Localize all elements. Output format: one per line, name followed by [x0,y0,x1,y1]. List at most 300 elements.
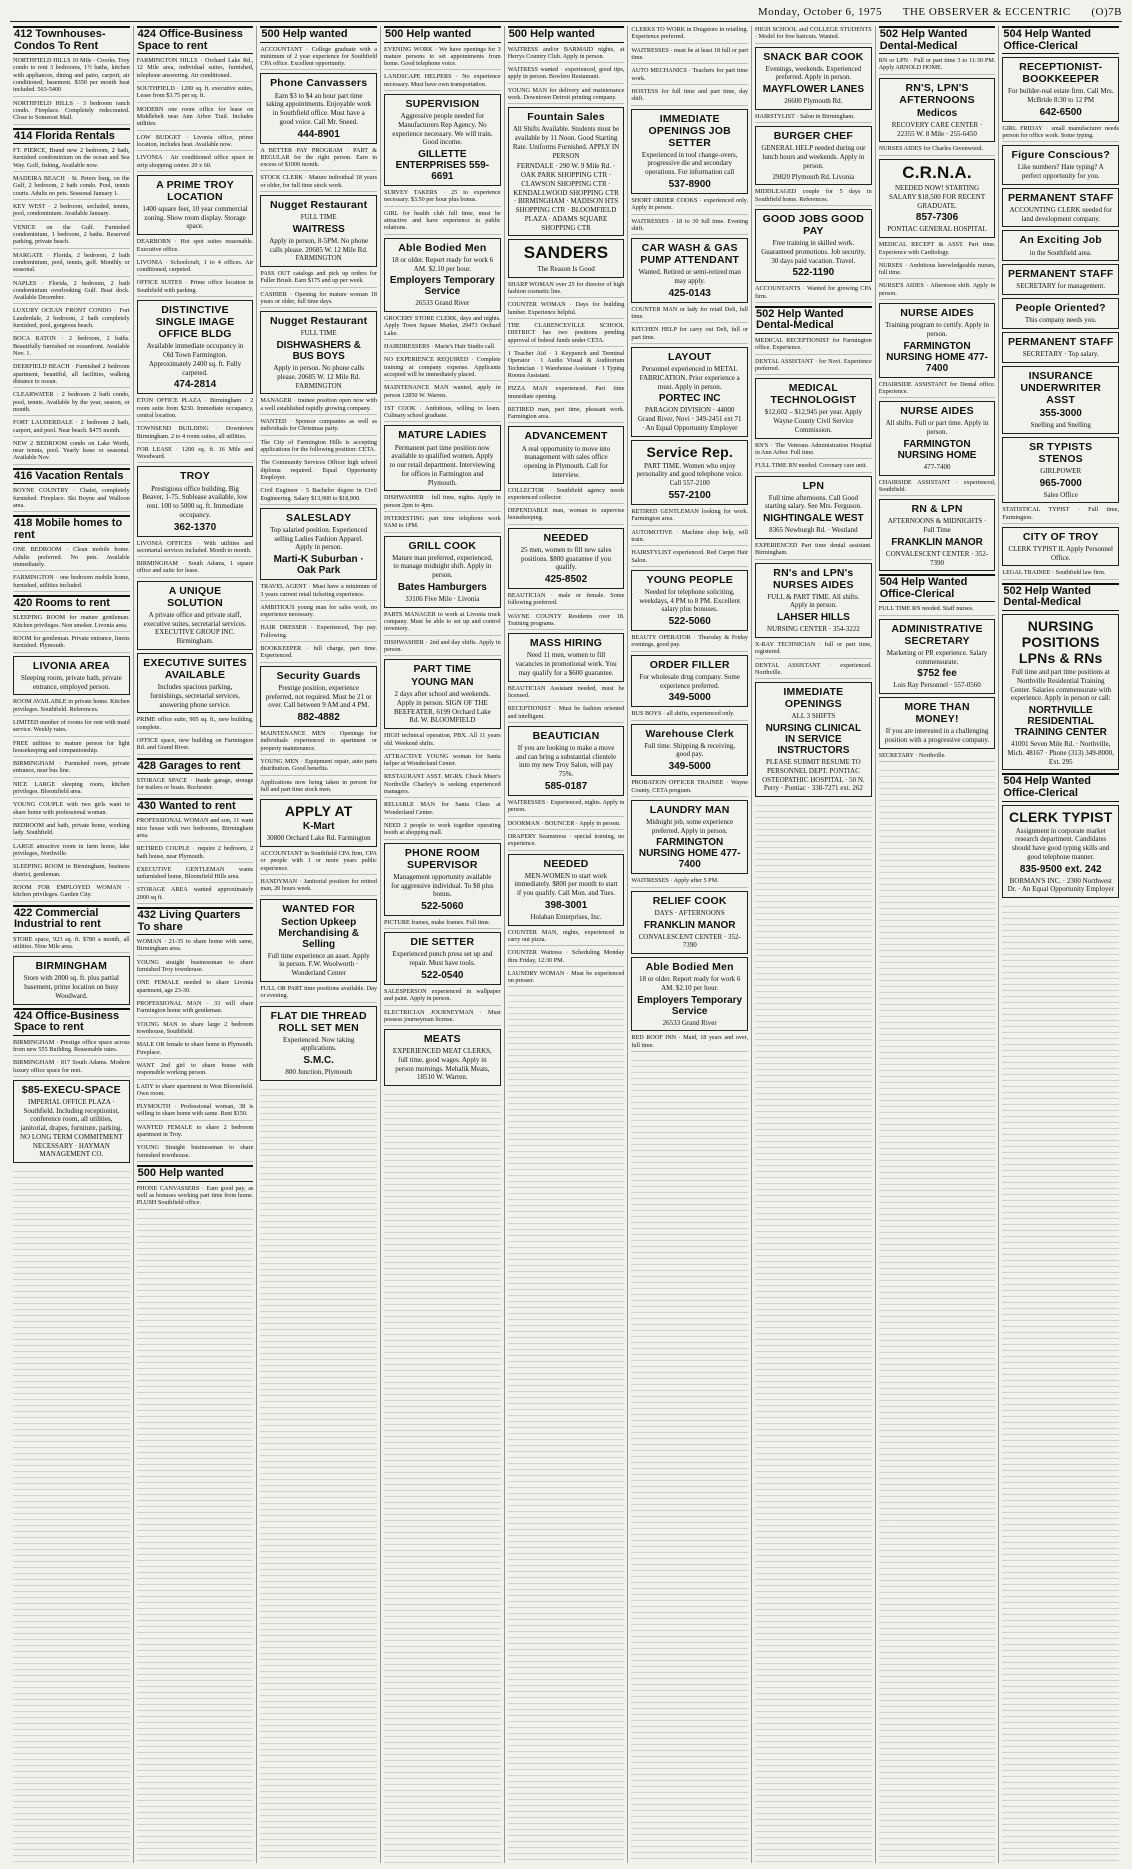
display-ad [260,311,377,394]
display-ad [631,440,748,505]
classified-ad: PICTURE frames, make frames. Full time. [384,919,501,929]
section-heading: 418 Mobile homes to rent [13,515,130,543]
display-ad [1002,188,1119,228]
classified-ad: RN or LPN · Full or part time 3 to 11:30 PM. Apply ARNOLD HOME. [879,57,996,75]
classified-ad: DOORMAN · BOUNCER · Apply in person. [508,820,625,830]
classified-ad: GIRL for health club full time, must be attractive and have experience in public relations. [384,210,501,235]
display-ad-headline: MEATS [423,1033,461,1046]
classified-ad: YOUNG MAN to share large 2 bedroom townhouse, Southfield. [137,1021,254,1039]
classified-ad: STORE space, 923 sq. ft. $780 a month, all utilities. Nine Mile area. [13,936,130,954]
display-ad-body: This company needs you. [1024,316,1097,325]
display-ad-headline: MATURE LADIES [398,429,487,442]
classified-ad: NURSES AIDES for Charles Greenwood. [879,145,996,155]
classified-ad: RETIRED man, part time, pleasant work. Farmington area. [508,406,625,424]
display-ad-contact: 444-8901 [297,128,340,140]
classified-ad: CHAIRSIDE ASSISTANT · experienced, Southfield. [879,479,996,497]
display-ad [755,209,872,282]
display-ad-body: Prestigious office building, Big Beaver, 1-75. Sublease available, low rent. 100 to 5000 sq. ft. Immediate occupancy. [142,484,248,519]
display-ad-address: PONTIAC GENERAL HOSPITAL [887,225,987,234]
body-text-filler [384,1089,501,1863]
display-ad-body: Available immediate occupancy in Old Town Farmington. Approximately 2400 sq. ft. Fully carpeted. [146,342,244,377]
display-ad-headline: Service Rep. [646,443,733,460]
display-ad [1002,366,1119,434]
classified-ad: MEDICAL RECEPT & ASST. Part time. Experience with Cardiology. [879,241,996,259]
display-ad-address: 800 Junction, Plymouth [285,1068,353,1077]
classified-ad: PROFESSIONAL WOMAN and son, 11 want nice house with two bedrooms, Birmingham area. [137,817,254,842]
display-ad-headline: Able Bodied Men [398,241,487,254]
classified-ad: MAINTENANCE MAN wanted, apply in person 12850 W. Warren. [384,384,501,402]
classified-ad: MODERN one room office for lease on Middlebelt near Ann Arbor Trail. Includes utilities. [137,106,254,131]
display-ad-headline: DISTINCTIVE SINGLE IMAGE OFFICE BLDG [155,304,235,341]
display-ad [631,347,748,437]
display-ad-body: Experienced punch press set up and repair. Must have tools. [392,950,493,968]
display-ad-body: Prestige position, experience preferred, not required. Must be 21 or over. Call between 9 AM and 4 PM. [265,683,372,710]
display-ad-contact: 474-2814 [173,379,217,391]
display-ad-headline: RN & LPN [911,503,963,516]
section-heading: 424 Office-Business Space to rent [13,1008,130,1036]
display-ad-headline: SR TYPISTS STENOS [1029,440,1093,465]
display-ad [384,238,501,312]
header-page: (O)7B [1091,6,1122,18]
classified-ad: YOUNG straight businessman to share furnished Troy townhouse. [137,959,254,977]
display-ad-body: Management opportunity available for aggressive individual. To $8 plus bonus. [391,872,494,899]
classified-columns [10,26,1122,1863]
display-ad-headline: SALESLADY [285,511,352,524]
display-ad-headline: An Exciting Job [1019,234,1102,247]
display-ad-headline: RN's and LPN's NURSES AIDES [772,566,854,591]
display-ad [879,499,996,571]
display-ad [631,724,748,777]
display-ad-headline: PART TIME [413,663,472,676]
display-ad-body: Free training in skilled work. Guaranteed promotions. Job security. 30 days paid vacation. Travel. [761,239,866,265]
header-paper: THE OBSERVER & ECCENTRIC [902,6,1071,18]
classified-ad: X-RAY TECHNICIAN · full or part time, registered. [755,641,872,659]
classified-ad: DENTAL ASSISTANT · for Novi. Experience preferred. [755,358,872,376]
header-date: Monday, October 6, 1975 [757,6,883,18]
classified-ad: WAYNE COUNTY Residents over 18. Training programs. [508,613,625,631]
display-ad-contact: FARMINGTON NURSING HOME [897,438,977,461]
classified-ad: YOUNG Straight businessman to share furnished townhouse. [137,1144,254,1162]
display-ad [879,159,996,239]
display-ad-address: CONVALESCENT CENTER · 352-7390 [638,932,741,950]
display-ad-headline: CLERK TYPIST [1008,808,1113,825]
display-ad-body: Experienced. Now taking applications. [283,1035,355,1053]
classified-ad: ATTRACTIVE YOUNG woman for Santa helper at Wonderland Center. [384,753,501,771]
classified-ad: SALESPERSON experienced in wallpaper and paint. Apply in person. [384,988,501,1006]
classified-ad: MAINTENANCE MEN · Openings for individuals experienced in apartment or property maintenance. [260,730,377,755]
display-ad [137,653,254,713]
classified-ad: WANTED · Sponsor companies as well as individuals for Christmas party. [260,418,377,436]
display-ad [755,563,872,638]
classified-ad: PARTS MANAGER to work at Livonia truck company. Must be able to set up and control inventory. [384,611,501,636]
body-text-filler [137,1213,254,1863]
classified-ad: HIGH technical operation, PBX. All 11 years old. Weekend shifts. [384,732,501,750]
display-ad-body: Full time. Shipping & receiving, good pay. [644,741,736,759]
display-ad [260,899,377,982]
display-ad-headline: RELIEF COOK [652,894,727,907]
classified-ad: MADEIRA BEACH · St. Peters burg, on the Gulf, 2 bedroom, 2 bath condo. Pool, tennis courts. Adults no pets. Seasonal January 1. [13,175,130,200]
display-ad-contact: Employers Temporary Service [637,994,743,1017]
classified-ad: RELIABLE MAN for Santa Claus at Wonderland Center. [384,801,501,819]
classified-ad: SLEEPING ROOM for mature gentleman. Kitchen privileges. Non smoker. Livonia area. [13,614,130,632]
display-ad-contact: Bates Hamburgers [397,581,487,593]
classified-ad: FT. PIERCE, Brand new 2 bedroom, 2 bath, furnished condominium on the ocean and Sea Way. Golf, fishing, Available now. [13,147,130,172]
classified-ad: SOUTHFIELD · 1200 sq. ft. executive suites, Lease from $3.75 per sq. ft. [137,85,254,103]
classified-ad: CHAIRSIDE ASSISTANT for Dental office. Experience. [879,381,996,399]
display-ad [879,303,996,378]
display-ad [260,1006,377,1081]
display-ad-contact: NIGHTINGALE WEST [763,513,864,525]
display-ad [384,932,501,985]
classified-ad: AUTO MECHANICS · Teachers for part time work. [631,67,748,85]
display-ad [631,800,748,875]
column-7 [752,26,876,1863]
display-ad-body: Personnel experienced in METAL FABRICATION. Prior experience a must. Apply in person. [639,365,740,391]
classified-ad: HAIRSTYLIST experienced. Red Carpet Hair Salon. [631,549,748,567]
classified-ad: WAITRESSES · Experienced, nights. Apply in person. [508,799,625,817]
classified-ad: HANDYMAN · Janitorial position for retired man, 20 hours week. [260,878,377,896]
classified-ad: DISHWASHER · full time, nights. Apply in person 2pm to 4pm. [384,494,501,512]
classified-ad: RECEPTIONIST · Must be fashion oriented and intelligent. [508,705,625,723]
display-ad-address: Full time experience an asset. Apply in person. F.W. Woolworth · Wonderland Center [267,951,370,978]
display-ad-address: Holahan Enterprises, Inc. [530,912,602,921]
display-ad [1002,332,1119,363]
body-text-filler [508,990,625,1863]
classified-ad: NORTHFIELD HILLS · 3 bedroom ranch condo. Fireplace. Completely redecorated. Close to Somerset Mall. [13,100,130,125]
display-ad-body: Mature man preferred, experienced, to manage midnight shift. Apply in person. [392,553,493,580]
display-ad-contact: 965-7000 [1039,477,1082,489]
section-heading: 504 Help Wanted Office-Clerical [1002,773,1119,801]
classified-ad: LAUNDRY WOMAN · Must be experienced on presser. [508,970,625,988]
display-ad-headline: PERMANENT STAFF [1007,335,1114,348]
display-ad-contact: YOUNG MAN [411,677,474,689]
classified-ad: DEARBORN · Hot spot suites reasonable. Executive office. [137,238,254,256]
display-ad [1002,57,1119,122]
display-ad-body: A real opportunity to move into management with sales office opening in Plymouth. Call for interview. [521,444,611,479]
classified-ad: BEDROOM and bath, private home, working lady. Southfield. [13,822,130,840]
classified-ad: ROOM for gentleman. Private entrance, linens furnished. Plymouth. [13,635,130,653]
classified-ad: BEAUTICIAN · male or female. Some following preferred. [508,592,625,610]
classified-ad: FORT LAUDERDALE · 2 bedroom 2 bath, carport, and pool. Near beach. $475 month. [13,419,130,437]
display-ad-contact: 642-6500 [1039,106,1082,118]
display-ad-address: 26600 Plymouth Rd. [784,97,843,106]
classified-ad: BOOKKEEPER · full charge, part time. Experienced. [260,645,377,663]
display-ad-contact: LAHSER HILLS [776,612,850,624]
classified-ad: RN'S · The Veterans Administration Hospital in Ann Arbor. Full time. [755,442,872,460]
classified-ad: RESTAURANT ASST. MGRS. Chuck Muer's Northville Charley's is seeking experienced managers. [384,773,501,798]
classified-ad: NEED 2 people to work together operating booth at shopping mall. [384,822,501,840]
display-ad-headline: DIE SETTER [410,936,475,949]
display-ad-address: BORMAN'S INC. · 2300 Northwest Dr. · An Equal Opportunity Employer [1007,876,1114,894]
display-ad-body: Training program to certify. Apply in person. [885,321,989,338]
classified-ad: TRAVEL AGENT · Must have a minimum of 3 years current retail ticketing experience. [260,583,377,601]
display-ad-contact: MAYFLOWER LANES [762,84,865,96]
classified-ad: 1 Teacher Aid · 1 Keypunch and Terminal Operator · 1 Audio Visual & Auditorium Technician · 1 Warehouse Assistant · 1 Typing Rooms Assistant. [508,350,625,382]
display-ad [260,508,377,580]
classified-ad: YOUNG MAN for delivery and maintenance work. Downtown Detroit printing company. [508,87,625,105]
classified-ad: ONE FEMALE needed to share Livonia apartment, age 23-30. [137,979,254,997]
classified-ad: EXECUTIVE GENTLEMAN wants unfurnished home, Bloomfield Hills area. [137,866,254,884]
display-ad-body: All shifts. Full or part time. Apply in person. [885,419,989,437]
display-ad-body: Like numbers? Hate typing? A perfect opportunity for you. [1017,163,1104,181]
display-ad-body: EXPERIENCED MEAT CLERKS, full time, good wages. Apply in person mornings. Mehalik Meats, 18510 W. Warren. [392,1047,492,1082]
classified-ad: 1ST COOK · Ambitious, willing to learn. Culinary school graduate. [384,405,501,423]
classified-ad: A BETTER PAY PROGRAM · PART & REGULAR for the right person. Earn in excess of $1000 month. [260,147,377,172]
column-1 [10,26,134,1863]
display-ad-headline: NEEDED [543,531,589,544]
display-ad-body: FULL TIME [300,329,337,338]
classified-ad: LEGAL TRAINEE · Southfield law firm. [1002,569,1119,579]
classified-ad: MANAGER · trainee position open now with a well established rapidly growing company. [260,397,377,415]
display-ad [755,47,872,110]
display-ad-body: AFTERNOONS & MIDNIGHTS · Full Time [887,517,987,535]
classified-ad: PIZZA MAN experienced. Part time immediate opening. [508,385,625,403]
display-ad [508,633,625,681]
classified-ad: CLERKS TO WORK in Drugstore in retailing. Experience preferred. [631,26,748,44]
classified-ad: COUNTER MAN, nights, experienced in carry out pizza. [508,929,625,947]
display-ad-headline: NEEDED [543,857,589,870]
classified-ad: CASHIER · Opening for mature woman 18 years or older, full time days. [260,291,377,309]
classified-ad: NAPLES · Florida, 2 bedroom, 2 bath condominium overlooking Gulf. Boat dock. Available December. [13,280,130,305]
classified-ad: WAITRESSES · 18 to 30 full time. Evening shift. [631,218,748,236]
display-ad-headline: BEAUTICIAN [532,729,600,742]
display-ad-headline: WANTED FOR [282,902,355,915]
display-ad [1002,437,1119,504]
section-heading: 416 Vacation Rentals [13,468,130,485]
display-ad-address: 8365 Newburgh Rd. · Westland [769,526,858,535]
classified-ad: YOUNG MEN · Equipment repair, auto parts distribution. Good benefits. [260,758,377,776]
display-ad-headline: Fountain Sales [527,111,605,124]
display-ad [137,175,254,235]
display-ad-address: 26533 Grand River [415,299,470,308]
classified-ad: HAIRSTYLIST · Salon in Birmingham. [755,113,872,123]
display-ad-headline: LPN [802,479,825,492]
display-ad-headline: RN'S, LPN'S AFTERNOONS [899,81,975,106]
display-ad [508,426,625,483]
classified-ad: NURSES · Ambitious knowledgeable nurses, full time. [879,262,996,280]
display-ad [384,843,501,916]
page-header [10,6,1122,22]
display-ad [384,1029,501,1086]
display-ad [631,655,748,708]
section-heading: 428 Garages to rent [137,758,254,775]
display-ad-address: Lois Ray Personnel · 557-0560 [893,681,981,690]
classified-ad: BIRMINGHAM · 817 South Adams. Modern luxury office space for rent. [13,1059,130,1077]
display-ad-headline: A UNIQUE SOLUTION [167,584,223,609]
section-heading: 420 Rooms to rent [13,595,130,612]
display-ad-address: 41001 Seven Mile Rd. · Northville, Mich. 48167 · Phone (313) 349-8000, Ext. 295 [1007,740,1114,766]
classified-ad: ROOM FOR EMPLOYED WOMAN · kitchen privileges. Garden City. [13,884,130,902]
display-ad-address: Snelling and Snelling [1030,420,1091,429]
classified-ad: OFFICE space, new building on Farmington Rd. and Grand River. [137,737,254,755]
display-ad-headline: Nugget Restaurant [270,315,368,328]
display-ad [384,659,501,729]
classified-ad: RETIRED GENTLEMAN looking for work. Farmington area. [631,508,748,526]
display-ad-address: 26533 Grand River [662,1018,717,1027]
display-ad-headline: APPLY AT [284,803,353,820]
classified-ad: PRIME office suite, 905 sq. ft., new building, complete. [137,716,254,734]
classified-ad: WOMAN · 21-35 to share home with same, Birmingham area. [137,938,254,956]
display-ad-headline: CAR WASH & GAS PUMP ATTENDANT [640,242,740,267]
display-ad-body: SECRETARY for management. [1016,282,1106,291]
classified-ad: HAIR DRESSER · Experienced, Top pay. Following. [260,624,377,642]
display-ad-headline: LIVONIA AREA [32,659,110,672]
classified-ad: STORAGE SPACE · Inside garage, storage for trailers or boats. Rochester. [137,777,254,795]
classified-ad: WAITRESSES · must be at least 18 full or part time. [631,47,748,65]
display-ad-body: Permanent part time position now available to qualified women. Apply to our retail department. Interviewing for offices in Farmington and Plymouth. [389,443,495,487]
display-ad-headline: Security Guards [276,669,361,682]
display-ad-headline: FLAT DIE THREAD ROLL SET MEN [270,1009,367,1034]
display-ad-body: Full time and part time positions at Northville Residential Training Center. Salaries commensurate with experience. Apply in person or call: [1010,668,1112,703]
classified-ad: RED ROOF INN · Maid, 18 years and over, full time. [631,1034,748,1052]
display-ad-headline: NURSE AIDES [900,307,974,320]
display-ad [1002,145,1119,185]
display-ad-address: 2 days after school and weekends. Apply in person. SIGN OF THE BEEFEATER, 6199 Orchard Lake Rd. W. BLOOMFIELD [393,690,491,725]
display-ad [879,619,996,694]
body-text-filler [879,765,996,1863]
classified-ad: BIRMINGHAM · South Adams, 1 square office and suite for lease. [137,560,254,578]
section-heading: 502 Help Wanted Dental-Medical [879,26,996,54]
classified-ad: LARGE attractive room in farm home, lake privileges, Northville. [13,843,130,861]
display-ad-contact: DISHWASHERS & BUS BOYS [276,340,361,363]
display-ad-contact: 522-1190 [792,267,835,279]
display-ad-body: in the Southfield area. [1029,248,1092,257]
classified-ad: LOW BUDGET · Livonia office, prime location, includes heat. Available now. [137,134,254,152]
display-ad-body: Earn $3 to $4 an hour part time taking appointments. Enjoyable work in Southfield office. Must have a good voice. Call Mr. Sneed. [266,91,372,126]
column-6 [628,26,752,1863]
display-ad-contact: 557-2100 [668,489,711,501]
classified-ad: The Community Services Officer high school diploma required. Equal Opportunity Employer. [260,459,377,484]
classified-ad: LIVONIA OFFICES · With utilities and secretarial services included. Month to month. [137,540,254,558]
display-ad-headline: NURSE AIDES [900,405,974,418]
display-ad-body: Need 11 men, women to fill vacancies in promotional work. You may qualify for a $600 guarantee. [515,651,617,677]
classified-ad: SURVEY TAKERS · 25 to experience necessary. $3.50 per hour plus bonus. [384,189,501,207]
display-ad-contact: S.M.C. [303,1055,334,1067]
body-text-filler [631,1055,748,1863]
display-ad [260,666,377,727]
display-ad-headline: A PRIME TROY LOCATION [156,178,234,203]
classified-ad: LIMITED number of rooms for rent with maid service. Weekly rates. [13,719,130,737]
display-ad-address: 30800 Orchard Lake Rd. Farmington [266,834,371,843]
display-ad [755,476,872,539]
classified-ad: PROFESSIONAL MAN · 33 will share Farmington home with gentleman. [137,1000,254,1018]
display-ad-contact: 522-0540 [421,969,464,981]
classified-ad: KEY WEST · 2 bedroom, secluded, tennis, pool, condominium. Available January. [13,203,130,221]
display-ad-body: Needed for telephone soliciting, weekdays, 4 PM to 8 PM. Excellent salary plus bonuses. [639,587,741,614]
classified-ad: COUNTER WOMAN · Days for building lumber. Experience helpful. [508,301,625,319]
display-ad-body: All Shifts Available. Students must be available by 11 Noon. Good Starting Rate. Uniforms Furnished. APPLY IN PERSON [512,125,620,160]
display-ad-body: MEN-WOMEN to start work immediately. $800 per month to start if you qualify. Call Mon. and Tues. [514,871,618,898]
classified-ad: SHARP WOMAN over 25 for director of high fashion cosmetic line. [508,281,625,299]
classified-ad: DEPENDABLE man, woman to supervise housekeeping. [508,507,625,525]
display-ad-headline: SUPERVISION [405,98,480,111]
classified-ad: WANT 2nd girl to share house with responsible working person. [137,1062,254,1080]
classified-ad: NURSE'S AIDES · Afternoon shift. Apply in person. [879,282,996,300]
display-ad-headline: IMMEDIATE OPENINGS [783,686,844,711]
display-ad-contact: Medicos [917,107,958,119]
classified-ad: BIRMINGHAM · Prestige office space across from new 555 Building. Reasonable rates. [13,1039,130,1057]
section-heading: 414 Florida Rentals [13,128,130,145]
classified-ad: ROOM AVAILABLE in private home. Kitchen privileges. Southfield. References. [13,698,130,716]
display-ad [755,378,872,438]
classified-ad: WAITRESS and/or BARMAID nights, at Herrys Country Club. Apply in person. [508,46,625,64]
section-heading: 424 Office-Business Space to rent [137,26,254,54]
classified-ad: MALE OR female to share home in Plymouth. Fireplace. [137,1041,254,1059]
display-ad-contact: GILLETTE ENTERPRISES 559-6691 [395,149,490,183]
classified-ad: GROCERY STORE CLERK, days and nights. Apply Town Square Market, 29473 Orchard Lake. [384,315,501,340]
section-heading: 504 Help Wanted Office-Clerical [1002,26,1119,54]
display-ad-body: Top salaried position. Experienced selling Ladies Fashion Apparel. Apply in person. [270,525,368,552]
display-ad-headline: NURSING POSITIONS LPNs & RNs [1018,617,1103,667]
display-ad-contact: 425-0143 [668,287,711,299]
display-ad-contact: 835-9500 ext. 242 [1019,863,1102,875]
classified-ad: WAITRESSES · Apply after 5 PM. [631,877,748,887]
display-ad-headline: LAYOUT [667,351,712,364]
classified-ad: ACCOUNTANT · College graduate with a minimum of 2 year experience for Southfield CPA office. Excellent opportunity. [260,46,377,71]
display-ad-contact: FRANKLIN MANOR [891,536,983,548]
display-ad [137,300,254,394]
classified-ad: ONE BEDROOM · Clean mobile home. Adults preferred. No pets. Available immediately. [13,546,130,571]
classified-ad: BEAUTICIAN Assistant needed, must be licensed. [508,685,625,703]
display-ad-address: 477-7400 [923,462,951,471]
display-ad-address: RECOVERY CARE CENTER · 22355 W. 8 Mile · 255-6450 [891,120,983,138]
display-ad-address: 29820 Plymouth Rd. Livonia [772,172,855,181]
display-ad-headline: MASS HIRING [529,637,603,650]
display-ad-headline: RECEPTIONIST-BOOKKEEPER [1019,61,1103,86]
display-ad-body: If you are interested in a challenging position with a progressive company. [884,727,990,744]
display-ad-body: Midnight job, some experience preferred. Apply in person. [646,817,734,835]
display-ad-headline: MORE THAN MONEY! [904,701,970,726]
display-ad-headline: BIRMINGHAM [35,960,108,973]
column-5 [505,26,629,1863]
display-ad-headline: YOUNG PEOPLE [646,573,733,586]
display-ad-headline: C.R.N.A. [902,162,972,182]
classified-ad: FULL OR PART time positions available. Day or evening. [260,985,377,1003]
classified-ad: MIDDLEAGED couple for 5 days in Southfield home. References. [755,188,872,206]
display-ad-body: Includes spacious parking, furnishings, secretarial services, answering phone service. [150,683,240,709]
column-9 [999,26,1122,1863]
display-ad [508,107,625,236]
display-ad [1002,805,1119,899]
classified-ad: HIGH SCHOOL and COLLEGE STUDENTS · Model for free haircuts. Wanted. [755,26,872,44]
section-heading: 500 Help wanted [508,26,625,43]
display-ad-headline: SANDERS [523,243,609,263]
classified-ad: LADY to share apartment in West Bloomfield. Own room. [137,1083,254,1101]
section-heading: 430 Wanted to rent [137,798,254,815]
display-ad-headline: Figure Conscious? [1011,149,1110,162]
classified-ad: MARGATE · Florida, 2 bedroom, 2 bath condominium, pool, tennis, golf. Monthly or seasonal. [13,252,130,277]
display-ad [631,957,748,1031]
display-ad-headline: ADMINISTRATIVE SECRETARY [891,622,983,647]
display-ad [1002,614,1119,771]
column-8 [876,26,1000,1863]
classified-ad: Civil Engineer · 5 Bachelor degree in Civil Engineering. Salary $13,900 to $18,900. [260,487,377,505]
display-ad-body: Experienced in tool change-overs, progressive die and secondary operations. For information call [641,150,738,177]
classified-ad: PHONE CANVASSERS · Earn good pay, as well as bonuses working part time from home. PLUSH Southfield office. [137,1185,254,1210]
section-heading: 502 Help Wanted Dental-Medical [1002,583,1119,611]
display-ad [13,1080,130,1163]
display-ad [879,78,996,143]
display-ad-body: FULL TIME [300,213,337,222]
display-ad-address: PARAGON DIVISION · 44000 Grand River, Novi · 349-2451 ext 71 · An Equal Opportunity Employer [637,406,742,432]
classified-ad: ELECTRICIAN JOURNEYMAN · Must possess journeyman license. [384,1009,501,1027]
display-ad [631,238,748,303]
display-ad-contact: K-Mart [302,821,335,833]
display-ad-body: 1400 square feet, 10 year commercial zoning. Show room display. Storage space. [142,204,248,231]
column-4 [381,26,505,1863]
display-ad [137,466,254,536]
display-ad-body: If you are looking to make a move and can bring a substantial clientele into my new Troy Salon, will pay 75%. [515,743,617,779]
